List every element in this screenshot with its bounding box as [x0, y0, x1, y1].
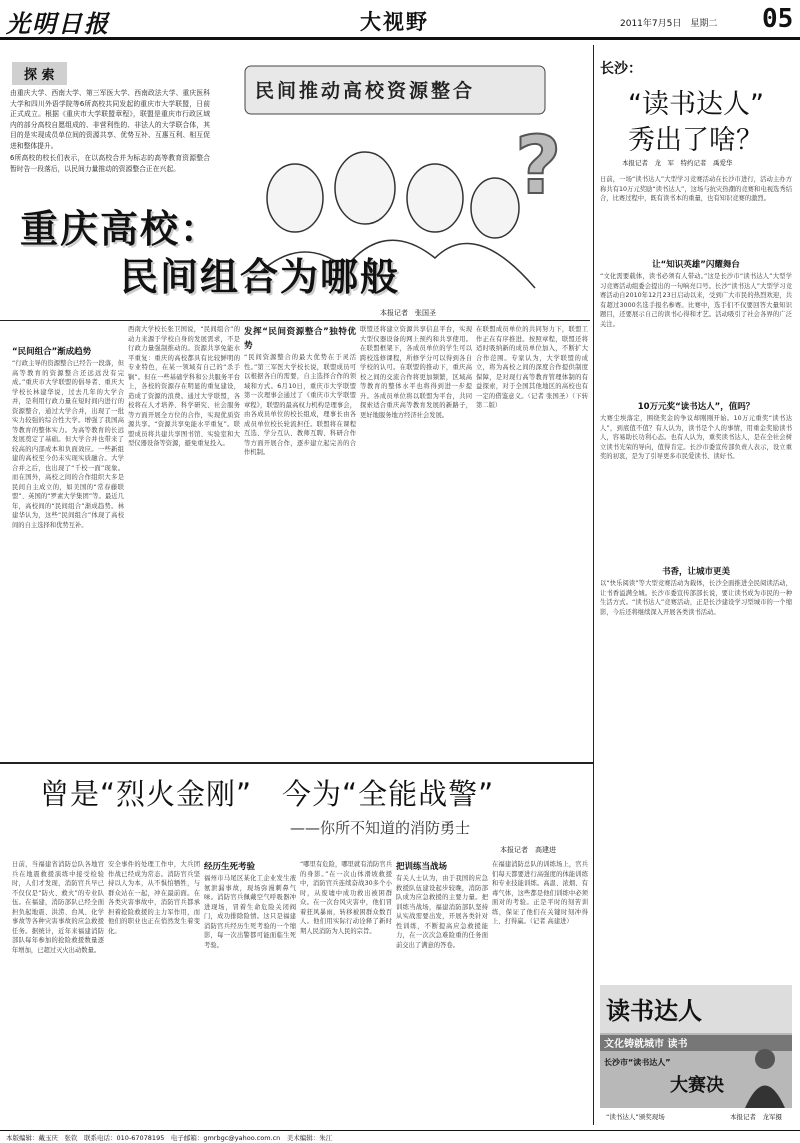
column-text: 日前，当福建省消防总队各地官兵在地震救援演练中接受检验时，人们才发现，消防官兵早已不仅仅是“防火、救火”的专业队伍。在福建，消防部队已经全面担负起地震、洪涝、台风、化学事故等各种灾害事故的应急救援任务。据统计，近年来福建消防部队每年参加的抢险救援数量逐年增加，已超过灭火出动数量。	[12, 861, 104, 954]
changsha-text-1: “文化需要载体，读书必须有人带动。”这是长沙市“读书达人”大型学习竞赛活动组委会提出的一句响亮口号。长沙“读书达人”大型学习竞赛活动自2010年12月23日启动以来，受到广大市民的热烈欢迎，共有超过3000名选手报名参赛。比赛中，选手们不仅要回答大量知识题目，还要展示自己的读书心得和才艺。活动吸引了社会各界的广泛关注。	[600, 273, 792, 328]
fire-column-1	[12, 860, 104, 1125]
changsha-lead: 日前，一场“读书达人”大型学习竞赛活动在长沙市进行，活动主办方称共有10万元奖励“读书达人”，这场与抗灾热潮的竞赛和电视选秀结合，比赛过程中，既有读书本的重量，也有知识竞赛的激烈。	[600, 176, 792, 202]
intro-text: 由重庆大学、西南大学、第三军医大学、西南政法大学、重庆医科大学和四川外语学院等6所高校共同发起的重庆市大学联盟，日前正式成立。根据《重庆市大学联盟章程》，联盟是重庆市行政区域内的部分高校自愿组成的、非营利性的、非法人的大学联合体，其目的是实现成员单位间的资源共享、优势互补、互惠互利、相互促进和整体提升。	[10, 89, 210, 150]
section-divider	[0, 762, 593, 764]
column-subhead: 把训练当战场	[396, 862, 448, 872]
column-text: 福州市马尾区某化工企业发生液氨泄漏事故，现场弥漫刺鼻气味。消防官兵佩戴空气呼吸器冲进现场，冒着生命危险关闭阀门，成功排除险情。这只是福建消防官兵经历生死考验的一个缩影，每一次出警都可能面临生死考验。	[204, 875, 296, 949]
person-icon	[740, 1045, 790, 1108]
column-text: “行政主导的资源整合已经告一段落，但高等教育的资源整合还远远没有完成。”重庆市大学联盟的倡导者、重庆大学校长林建华说，过去几年的大学合并，是利用行政力量在短时间内进行的资源整合，通过大学合并，出现了一批实力较强的综合性大学。增强了我国高等教育的整体实力。为高等教育的长远发展奠定了基础。但大学合并也带来了较高的内部成本和负面效应。一些新组建的高校至今仍未实现实质融合。大学合并之后，也出现了“千校一面”现象。而在国外，高校之间的合作组织大多是民间自主成立的，如美国的“常春藤联盟”、英国的“罗素大学集团”等。最近几年，高校间的“民间组合”渐成趋势。林建华认为，这些“民间组合”体现了高校间的自主选择和优势互补。	[12, 360, 124, 529]
changsha-subhead-1: 让“知识英雄”闪耀舞台	[652, 260, 740, 270]
changsha-text-3: 以“快乐阅读”等大型竞赛活动为载体，长沙全面推进全民阅读活动，让书香溢满全城。长沙市委宣传部部长说，要让读书成为市民的一种生活方式。“读书达人”竞赛活动，正是长沙建设学习型城市的一个缩影，今后还将继续深入开展各类读书活动。	[600, 580, 792, 616]
changsha-headline-2: 秀出了啥？	[628, 125, 763, 156]
fire-column-2	[108, 860, 200, 1125]
fire-column-3	[204, 860, 296, 1125]
changsha-kicker: 长沙：	[600, 61, 642, 77]
divider	[0, 320, 590, 321]
column-text: 安全事件的处理工作中，大兵团作战已经成为常态。消防官兵坚持以人为本，从不惧怕牺牲，与群众站在一起，冲在最前面。在各类灾害事故中，消防官兵都承担着抢险救援的主力军作用，而他们的职业也正在悄然发生着变化。	[108, 861, 200, 935]
award-photo	[600, 985, 792, 1108]
masthead	[0, 0, 800, 40]
column-1	[12, 345, 124, 755]
photo-banner-text: 读书达人	[606, 996, 702, 1025]
photo-caption: “读书达人”颁奖现场	[606, 1113, 665, 1121]
page-number: 05	[762, 4, 794, 34]
vertical-divider	[593, 45, 594, 1125]
editor-info: 本版编辑：戴玉庆 张钦 联系电话：010-67078195 电子邮箱：gmrbgc@yahoo.com.cn 美术编辑：朱江	[6, 1134, 333, 1142]
changsha-section-2	[600, 400, 792, 560]
photo-banner-large: 大赛决	[670, 1075, 724, 1096]
column-4	[360, 325, 472, 755]
photo-banner-caption: 长沙市“读书达人”	[604, 1058, 671, 1067]
svg-text:?: ?	[515, 119, 562, 212]
fire-column-5	[396, 860, 488, 1125]
column-text: 有关人士认为，由于我国的应急救援队伍建设起步较晚，消防部队成为应急救援的主要力量。把训练当战场，福建消防部队坚持从实战需要出发，开展各类针对性训练，不断提高应急救援能力，在一次次急难险重的任务面前交出了满意的答卷。	[396, 875, 488, 949]
photo-credit: 本报记者 龙军摄	[730, 1113, 782, 1121]
newspaper-logo: 光明日报	[6, 9, 110, 38]
fire-column-4	[300, 860, 392, 1125]
column-3	[244, 325, 356, 755]
firefighter-byline: 本报记者 高建进	[500, 846, 556, 854]
column-text: 在福建消防总队的训练场上，官兵们每天都要进行高强度的体能训练和专业技能训练。高温、浓烟、有毒气体，这些都是他们训练中必须面对的考验。正是平时的刻苦训练，保证了他们在关键时刻冲得上、打得赢。（记者 高建进）	[492, 861, 588, 925]
column-text: “民间资源整合的最大优势在于灵活性。”第三军医大学校长说，联盟成员可以根据各自的需要，自主选择合作的领域和方式。6月10日，重庆市大学联盟第一次理事会通过了《重庆市大学联盟章程》，联盟的最高权力机构是理事会，由各成员单位的校长组成，理事长由各成员单位校长轮流担任。联盟将在课程互选、学分互认、教师互聘、科研合作等方面开展合作，逐步建立起完善的合作机制。	[244, 354, 356, 456]
section-title: 大视野	[360, 10, 429, 34]
column-text: 联盟还将建立资源共享信息平台，实现大型仪器设备的网上预约和共享使用。在联盟框架下，各成员单位的学生可以跨校选修课程，所修学分可以得到各自学校的认可。在联盟的推动下，重庆高校之间的交流合作将更加频繁，区域高等教育的整体水平也将得到进一步提升。各成员单位将以联盟为平台，共同探索适合重庆高等教育发展的新路子，更好地服务地方经济社会发展。	[360, 326, 472, 419]
column-text: 在联盟成员单位的共同努力下，联盟工作正在有序推进。按照章程，联盟还将适时吸纳新的成员单位加入，不断扩大合作范围。专家认为，大学联盟的成立，将为高校之间的深度合作提供制度保障，是对现行高等教育管理体制的有益探索，对于全国其他地区的高校也有一定的借鉴意义。（记者 张国圣）（下转第二版）	[476, 326, 588, 409]
changsha-subhead-3: 书香，让城市更美	[661, 567, 730, 577]
footer	[0, 1130, 800, 1143]
changsha-section-1	[600, 258, 792, 398]
column-text: 西南大学校长张卫国说，“民间组合”的动力来源于学校自身的发展需求，不是行政力量强制推动的。资源共享免能水平重复：重庆的高校都具有比较鲜明的专业特色，在某一领域有自己的“杀手锏”。但在一些基础学科和公共服务平台上，各校的资源存在明显的重复建设，造成了资源的浪费。通过大学联盟，各校将在人才培养、科学研究、社会服务等方面开展全方位的合作，实现优质资源共享。“资源共享免能水平重复”。联盟成员将共建共享图书馆、实验室和大型仪器设备等资源，避免重复投入。	[128, 326, 240, 447]
column-subhead: 经历生死考验	[204, 862, 256, 872]
section-tag: 探 索	[12, 62, 67, 85]
changsha-byline: 本报记者 龙 军 特约记者 禹爱华	[622, 159, 733, 167]
fire-column-6	[492, 860, 588, 1125]
photo-banner-strip: 文化铸就城市 读书	[600, 1035, 792, 1051]
column-2	[128, 325, 240, 755]
byline: 本报记者 张国圣	[380, 309, 436, 317]
issue-date: 2011年7月5日 星期二	[620, 19, 718, 29]
column-subhead: “民间组合”渐成趋势	[12, 347, 92, 357]
firefighter-headline: 曾是“烈火金刚” 今为“全能战警”	[40, 777, 495, 811]
changsha-text-2: 大赛尘埃落定，围绕奖金的争议却刚刚开始。10万元重奖“读书达人”，到底值不值？有人认为，读书是个人的事情，用重金奖励读书人，容易助长功利心态。也有人认为，重奖读书达人，是在全社会树立读书光荣的导向，值得肯定。长沙市委宣传部负责人表示，设立重奖的初衷，是为了引导更多市民爱读书、读好书。	[600, 415, 792, 460]
changsha-headline-1: “读书达人”	[628, 89, 764, 120]
headline-part-2: 民间组合为哪般	[120, 255, 401, 299]
banner-title: 民间推动高校资源整合	[255, 80, 476, 102]
column-subhead: 发挥“民间资源整合”独特优势	[244, 327, 356, 351]
changsha-subhead-2: 10万元奖“读书达人”，值吗？	[637, 402, 755, 412]
intro-text-2: 6所高校的校长们表示，在以高校合并为标志的高等教育资源整合暂时告一段落后，以民间力量推动的资源整合正在兴起。	[10, 154, 210, 173]
headline-part-1: 重庆高校：	[20, 207, 221, 251]
changsha-section-3	[600, 565, 792, 705]
firefighter-subhead: ——你所不知道的消防勇士	[290, 819, 471, 837]
column-5	[476, 325, 588, 755]
column-text: “哪里有危险，哪里就有消防官兵的身影。”在一次山体滑坡救援中，消防官兵连续奋战30多个小时，从废墟中成功救出被困群众。在一次台风灾害中，他们冒着狂风暴雨，转移被困群众数百人。他们用实际行动诠释了新时期人民消防为人民的宗旨。	[300, 861, 392, 935]
